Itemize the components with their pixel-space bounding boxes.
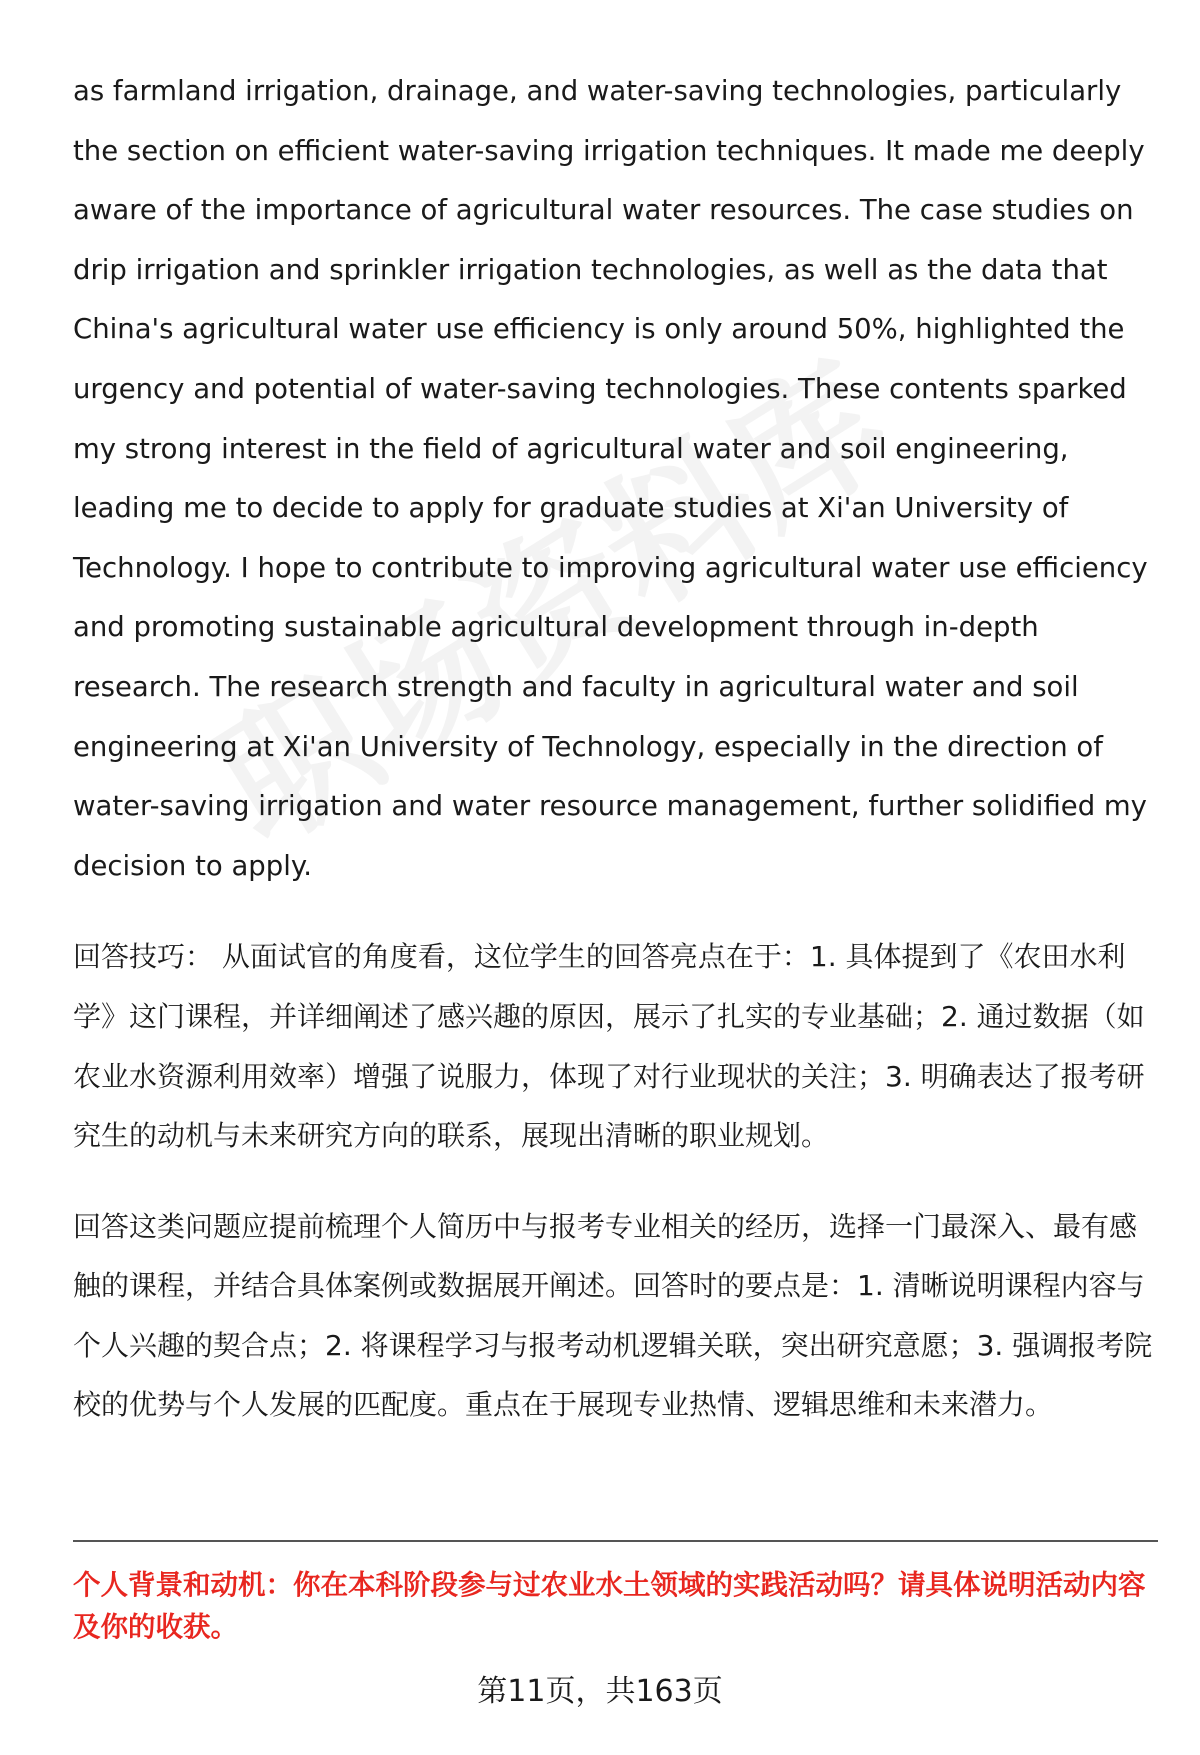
page-number: 第11页，共163页 bbox=[477, 1674, 723, 1709]
section-divider bbox=[73, 1540, 1158, 1542]
answer-advice-paragraph: 回答这类问题应提前梳理个人简历中与报考专业相关的经历，选择一门最深入、最有感触的课程，并结合具体案例或数据展开阐述。回答时的要点是：1. 清晰说明课程内容与个人兴趣的契合点；2. 将课程学习与报考动机逻辑关联，突出研究意愿；3. 强调报考院校的优势与个人发展的匹配度。重点在于展现专业热情、逻辑思维和未来潜力。 bbox=[73, 1209, 1153, 1422]
english-answer-paragraph: as farmland irrigation, drainage, and water-saving technologies, particularly the section on efficient water-saving irrigation techniques. It made me deeply aware of the importance of agricultural water resources. The case studies on drip irrigation and sprinkler irrigation technologies, as well as the data that China's agricultural water use efficiency is only around 50%, highlighted the urgency and potential of water-saving technologies. These contents sparked my strong interest in the field of agricultural water and soil engineering, leading me to decide to apply for graduate studies at Xi'an University of Technology. I hope to contribute to improving agricultural water use efficiency and promoting sustainable agricultural development through in-depth research. The research strength and faculty in agricultural water and soil engineering at Xi'an University of Technology, especially in the direction of water-saving irrigation and water resource management, further solidified my decision to apply. bbox=[73, 75, 1148, 882]
next-question-heading: 个人背景和动机：你在本科阶段参与过农业水土领域的实践活动吗？请具体说明活动内容及你的收获。 bbox=[73, 1569, 1146, 1643]
document-body bbox=[73, 62, 1158, 1435]
answer-tips-paragraph: 回答技巧： 从面试官的角度看，这位学生的回答亮点在于：1. 具体提到了《农田水利学》这门课程，并详细阐述了感兴趣的原因，展示了扎实的专业基础；2. 通过数据（如农业水资源利用效率）增强了说服力，体现了对行业现状的关注；3. 明确表达了报考研究生的动机与未来研究方向的联系，展现出清晰的职业规划。 bbox=[73, 940, 1145, 1153]
